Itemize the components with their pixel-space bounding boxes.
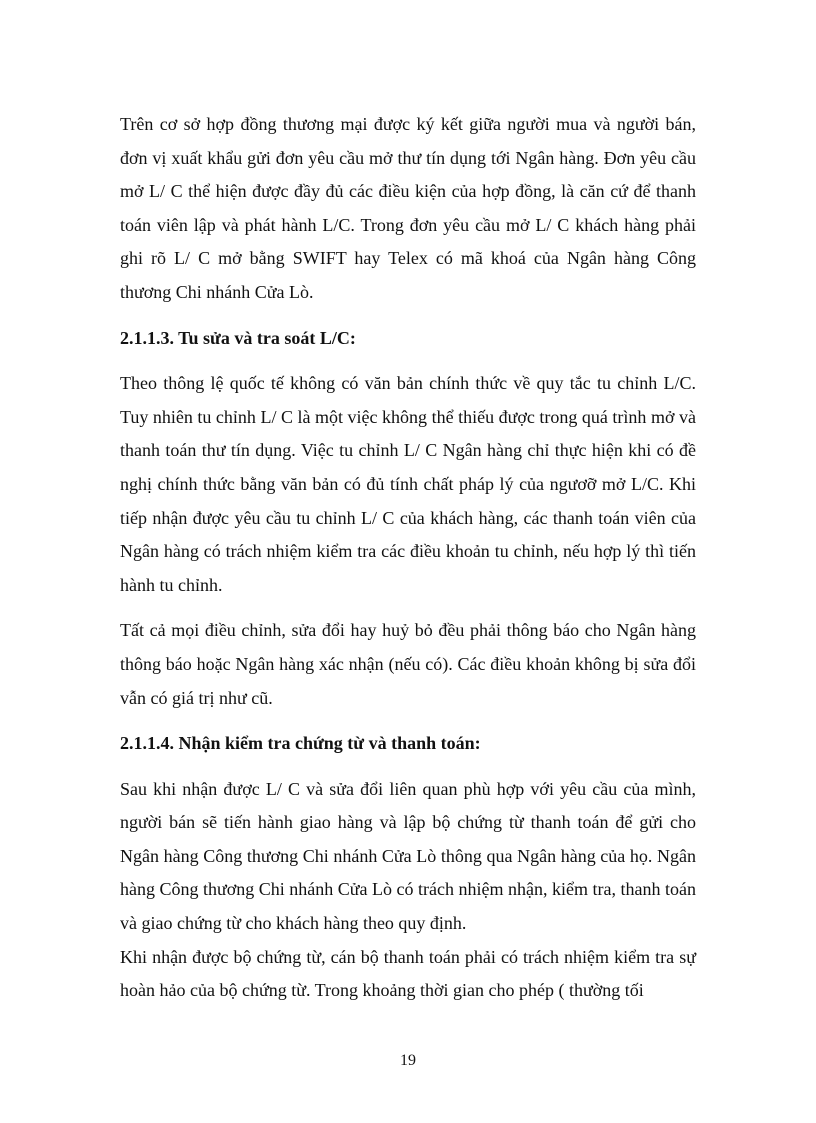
section-heading-2-1-1-3: 2.1.1.3. Tu sửa và tra soát L/C: xyxy=(120,327,356,348)
paragraph-lc-amendment: Theo thông lệ quốc tế không có văn bản chính thức về quy tắc tu chỉnh L/C. Tuy nhiên tu chỉnh L/ C là một việc không thể thiếu được trong quá trình mở và thanh toán thư tín dụng. Việc tu chỉnh L/ C Ngân hàng chỉ thực hiện khi có đề nghị chính thức bằng văn bản có đủ tính chất pháp lý của ngươỡ mở L/C. Khi tiếp nhận được yêu cầu tu chỉnh L/ C của khách hàng, các thanh toán viên của Ngân hàng có trách nhiệm kiểm tra các điều khoản tu chỉnh, nếu hợp lý thì tiến hành tu chỉnh. xyxy=(120,373,696,595)
paragraph-lc-application: Trên cơ sở hợp đồng thương mại được ký kết giữa người mua và người bán, đơn vị xuất khẩu gửi đơn yêu cầu mở thư tín dụng tới Ngân hàng. Đơn yêu cầu mở L/ C thể hiện được đầy đủ các điều kiện của hợp đồng, là căn cứ để thanh toán viên lập và phát hành L/C. Trong đơn yêu cầu mở L/ C khách hàng phải ghi rõ L/ C mở bằng SWIFT hay Telex có mã khoá của Ngân hàng Công thương Chi nhánh Cửa Lò. xyxy=(120,114,696,302)
document-body xyxy=(120,108,696,1008)
page-number: 19 xyxy=(400,1052,416,1069)
paragraph-document-check: Khi nhận được bộ chứng từ, cán bộ thanh toán phải có trách nhiệm kiểm tra sự hoàn hảo của bộ chứng từ. Trong khoảng thời gian cho phép ( thường tối xyxy=(120,946,696,1001)
paragraph-amendment-notice: Tất cả mọi điều chỉnh, sửa đổi hay huỷ bỏ đều phải thông báo cho Ngân hàng thông báo hoặc Ngân hàng xác nhận (nếu có). Các điều khoản không bị sửa đổi vẫn có giá trị như cũ. xyxy=(120,620,696,708)
paragraph-document-receipt: Sau khi nhận được L/ C và sửa đổi liên quan phù hợp với yêu cầu của mình, người bán sẽ tiến hành giao hàng và lập bộ chứng từ thanh toán để gửi cho Ngân hàng Công thương Chi nhánh Cửa Lò thông qua Ngân hàng của họ. Ngân hàng Công thương Chi nhánh Cửa Lò có trách nhiệm nhận, kiểm tra, thanh toán và giao chứng từ cho khách hàng theo quy định. xyxy=(120,778,696,934)
section-heading-2-1-1-4: 2.1.1.4. Nhận kiểm tra chứng từ và thanh toán: xyxy=(120,733,481,754)
